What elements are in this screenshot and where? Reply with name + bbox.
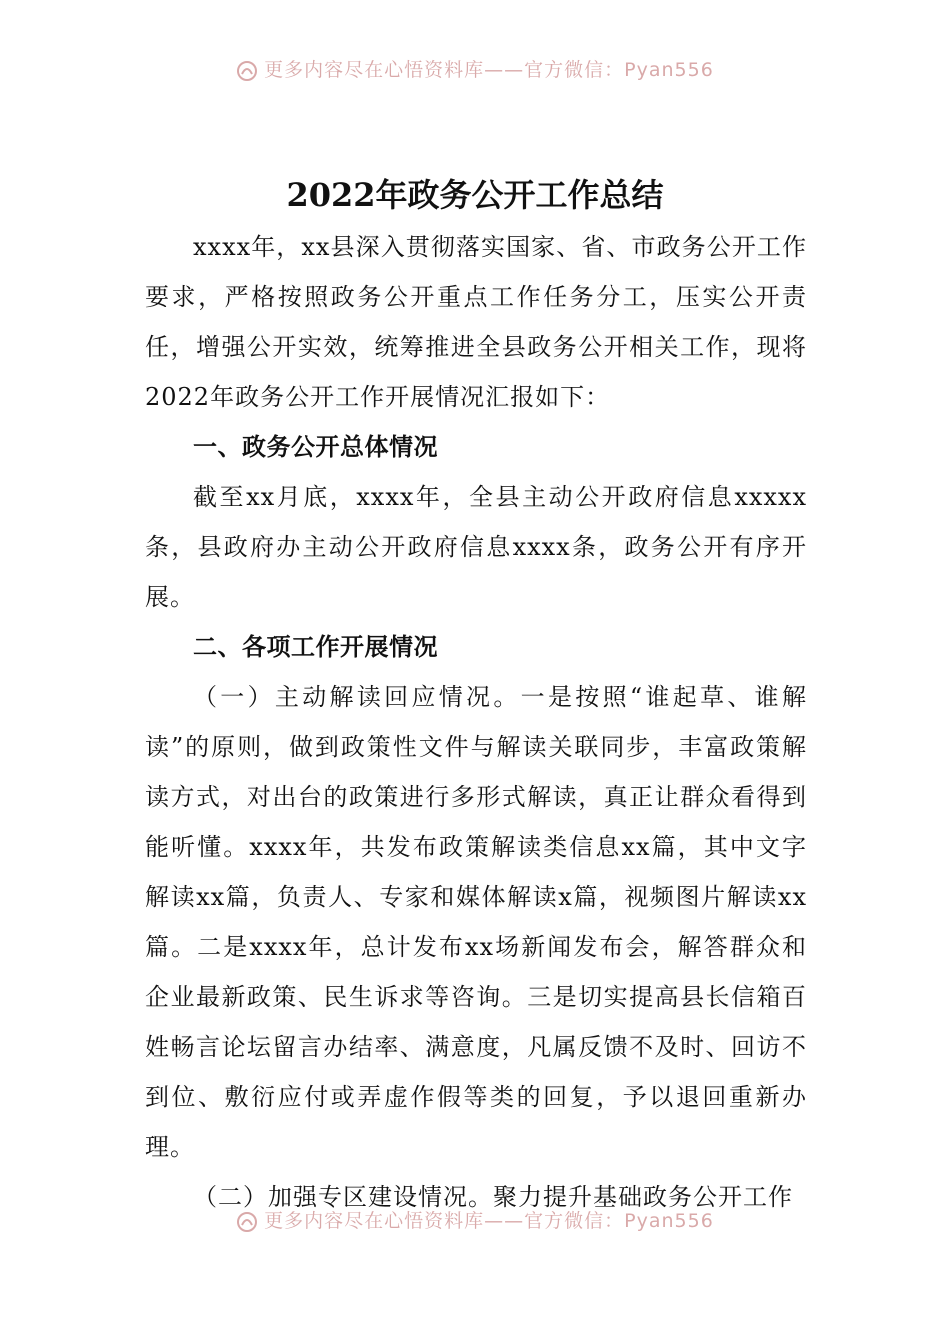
intro-paragraph: xxxx年，xx县深入贯彻落实国家、省、市政务公开工作要求，严格按照政务公开重点工作任务分工，压实公开责任，增强公开实效，统筹推进全县政务公开相关工作，现将2022年政务公开工作开展情况汇报如下： bbox=[145, 233, 807, 411]
overview-paragraph: 截至xx月底，xxxx年，全县主动公开政府信息xxxxx条，县政府办主动公开政府信息xxxx条，政务公开有序开展。 bbox=[145, 483, 807, 611]
watermark-logo-icon bbox=[236, 60, 258, 82]
watermark-logo-icon bbox=[236, 1211, 258, 1233]
subsection-paragraph-2: （二）加强专区建设情况。聚力提升基础政务公开工作 bbox=[193, 1183, 793, 1211]
subsection-paragraph-1: （一）主动解读回应情况。一是按照“谁起草、谁解读”的原则，做到政策性文件与解读关联同步，丰富政策解读方式，对出台的政策进行多形式解读，真正让群众看得到能听懂。xxxx年，共发布政策解读类信息xx篇，其中文字解读xx篇，负责人、专家和媒体解读x篇，视频图片解读xx篇。二是xxxx年，总计发布xx场新闻发布会，解答群众和企业最新政策、民生诉求等咨询。三是切实提高县长信箱百姓畅言论坛留言办结率、满意度，凡属反馈不及时、回访不到位、敷衍应付或弄虚作假等类的回复，予以退回重新办理。 bbox=[145, 683, 807, 1161]
watermark-text: 更多内容尽在心悟资料库——官方微信：Pyan556 bbox=[264, 59, 714, 81]
section-heading-1: 一、政务公开总体情况 bbox=[193, 433, 438, 461]
watermark-footer bbox=[0, 1206, 950, 1236]
section-heading-2: 二、各项工作开展情况 bbox=[193, 633, 438, 661]
document-body bbox=[145, 222, 807, 1222]
watermark-header bbox=[0, 55, 950, 85]
watermark-text: 更多内容尽在心悟资料库——官方微信：Pyan556 bbox=[264, 1210, 714, 1232]
document-title: 2022年政务公开工作总结 bbox=[286, 176, 664, 214]
